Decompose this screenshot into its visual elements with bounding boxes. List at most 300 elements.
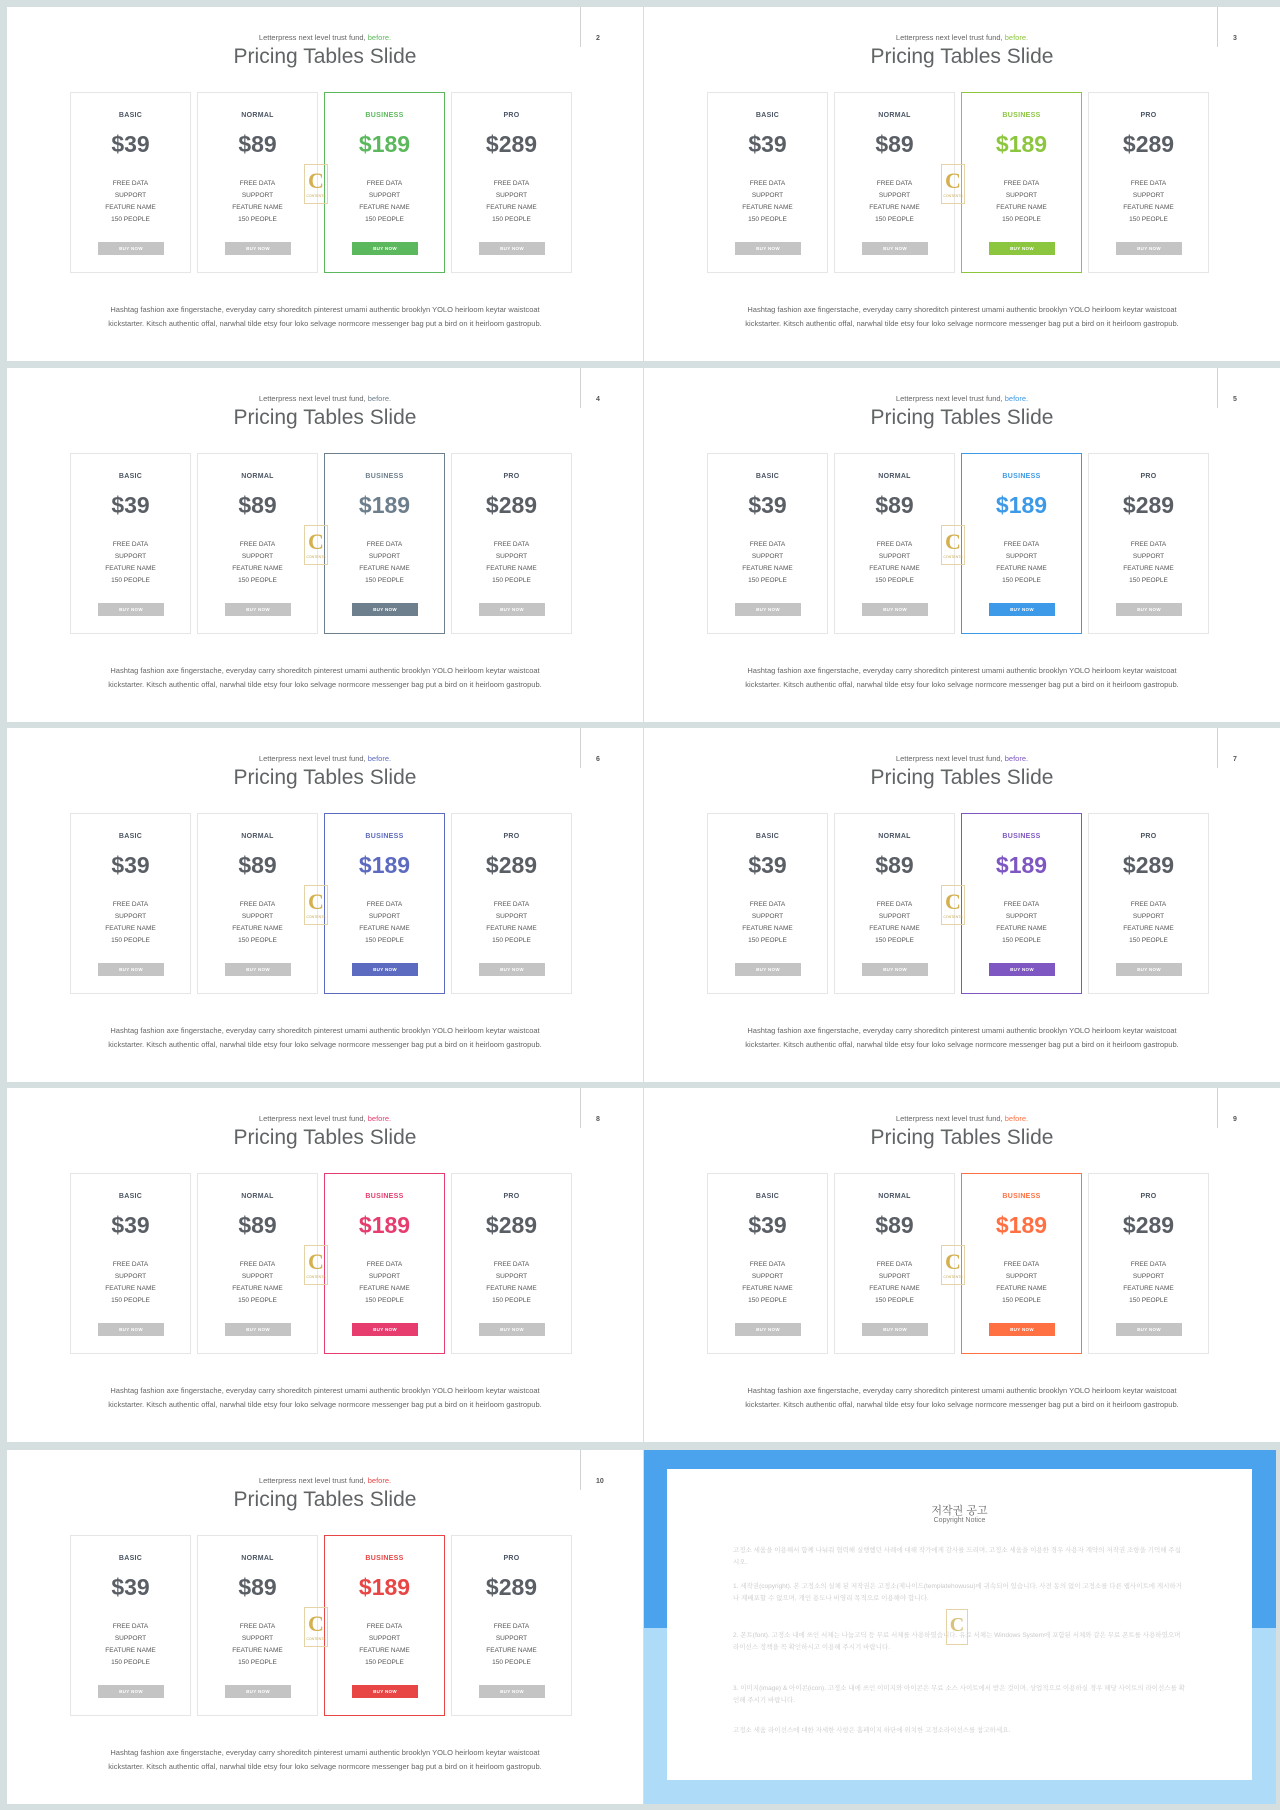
plan-feature: 150 PEOPLE <box>1129 937 1168 944</box>
plan-price: $289 <box>485 131 538 157</box>
plan-feature: FREE DATA <box>112 180 149 187</box>
pricing-card <box>834 1173 955 1354</box>
slide-subtitle <box>7 754 643 763</box>
pricing-card <box>834 92 955 273</box>
page-number: 10 <box>596 1478 604 1485</box>
page-number: 5 <box>1233 396 1237 403</box>
svg-text:C: C <box>308 1249 324 1274</box>
svg-text:C: C <box>308 529 324 554</box>
subtitle-link[interactable]: before. <box>1004 33 1029 42</box>
svg-text:CONTENTS: CONTENTS <box>943 194 963 198</box>
pricing-slide <box>644 1088 1280 1442</box>
page-number: 7 <box>1233 756 1237 763</box>
buy-now-button[interactable]: BUY NOW <box>352 963 418 976</box>
plan-price: $189 <box>358 492 411 518</box>
plan-feature: SUPPORT <box>368 192 401 199</box>
plan-price: $89 <box>875 131 914 157</box>
plan-feature: FREE DATA <box>749 1261 786 1268</box>
slide-title: Pricing Tables Slide <box>233 766 417 789</box>
buy-now-button[interactable]: BUY NOW <box>479 963 545 976</box>
plan-feature: 150 PEOPLE <box>492 216 531 223</box>
notice-paragraph: 2. 폰트(font). 고정소 내에 쓰인 서체는 나눔고딕 등 무료 서체를 사용하였습니다. 유료 서체는 Windows System에 포함된 서체와 같은 무료 폰트를 사용하였으며 라이선스 정책을 꼭 확인하시고 이용해 주시기 바랍니다. <box>733 1632 1181 1651</box>
plan-price: $89 <box>238 1212 277 1238</box>
plan-name: PRO <box>503 833 520 840</box>
buy-now-button[interactable]: BUY NOW <box>1116 242 1182 255</box>
plan-feature: FEATURE NAME <box>486 1285 537 1292</box>
logo-watermark-icon <box>946 1609 968 1645</box>
plan-feature: SUPPORT <box>1005 553 1038 560</box>
pricing-slide <box>644 368 1280 722</box>
plan-price: $189 <box>995 492 1048 518</box>
plan-price: $289 <box>1122 131 1175 157</box>
subtitle-link[interactable]: before. <box>367 1114 392 1123</box>
plan-name: NORMAL <box>878 473 911 480</box>
plan-feature: 150 PEOPLE <box>111 937 150 944</box>
plan-name: NORMAL <box>241 1555 274 1562</box>
logo-watermark-icon <box>304 1245 328 1285</box>
buy-now-button[interactable]: BUY NOW <box>862 603 928 616</box>
buy-now-button[interactable]: BUY NOW <box>479 1323 545 1336</box>
plan-feature: FEATURE NAME <box>742 204 793 211</box>
buy-now-button[interactable]: BUY NOW <box>98 1323 164 1336</box>
plan-feature: SUPPORT <box>241 1635 274 1642</box>
subtitle-text: Letterpress next level trust fund, <box>258 1476 366 1485</box>
plan-feature: 150 PEOPLE <box>111 577 150 584</box>
plan-feature: SUPPORT <box>114 913 147 920</box>
subtitle-link[interactable]: before. <box>1004 754 1029 763</box>
plan-feature: FREE DATA <box>1130 541 1167 548</box>
buy-now-button[interactable]: BUY NOW <box>862 242 928 255</box>
plan-feature: 150 PEOPLE <box>748 577 787 584</box>
page-number: 9 <box>1233 1116 1237 1123</box>
notice-paragraph: 고정소 세움을 이용해서 함께 나눠줘 협력해 실행했던 사례에 대해 작가에게 감사를 드리며, 고정소 세움을 이용한 경우 사용자 계약의 저작권 조항을 기억해 주십시오. <box>733 1547 1181 1566</box>
plan-feature: FREE DATA <box>749 180 786 187</box>
plan-feature: SUPPORT <box>495 1273 528 1280</box>
plan-feature: SUPPORT <box>114 1273 147 1280</box>
plan-feature: SUPPORT <box>241 913 274 920</box>
buy-now-button[interactable]: BUY NOW <box>735 242 801 255</box>
plan-feature: SUPPORT <box>878 1273 911 1280</box>
buy-now-button[interactable]: BUY NOW <box>225 242 291 255</box>
slide-subtitle <box>7 1114 643 1123</box>
plan-feature: 150 PEOPLE <box>1002 577 1041 584</box>
plan-name: BASIC <box>118 1193 143 1200</box>
buy-now-button[interactable]: BUY NOW <box>352 242 418 255</box>
plan-feature: 150 PEOPLE <box>492 1659 531 1666</box>
pricing-card <box>707 813 828 994</box>
buy-now-button[interactable]: BUY NOW <box>735 603 801 616</box>
plan-name: PRO <box>503 112 520 119</box>
plan-feature: FEATURE NAME <box>105 1285 156 1292</box>
pricing-card <box>1088 92 1209 273</box>
plan-feature: FEATURE NAME <box>359 1647 410 1654</box>
plan-feature: FREE DATA <box>239 1623 276 1630</box>
plan-feature: 150 PEOPLE <box>238 577 277 584</box>
plan-price: $89 <box>875 1212 914 1238</box>
pricing-card <box>197 1173 318 1354</box>
slide-subtitle <box>644 1114 1280 1123</box>
plan-feature: 150 PEOPLE <box>875 1297 914 1304</box>
plan-feature: FREE DATA <box>749 541 786 548</box>
plan-feature: FREE DATA <box>876 180 913 187</box>
slide-description: Hashtag fashion axe fingerstache, everyday carry shoreditch pinterest umami authentic brooklyn YOLO heirloom keytar waistcoat kickstarter. Kitsch authentic offal, narwhal tilde etsy four loko selvage normcore messenger bag put a bird on it heirloom gastropub. <box>745 305 1179 328</box>
plan-feature: FREE DATA <box>366 180 403 187</box>
pricing-card <box>324 453 445 634</box>
plan-name: NORMAL <box>878 112 911 119</box>
plan-feature: 150 PEOPLE <box>365 216 404 223</box>
pricing-slide <box>7 368 643 722</box>
buy-now-button[interactable]: BUY NOW <box>225 1685 291 1698</box>
plan-feature: FEATURE NAME <box>105 565 156 572</box>
subtitle-text: Letterpress next level trust fund, <box>895 1114 1003 1123</box>
subtitle-link[interactable]: before. <box>1004 1114 1029 1123</box>
buy-now-button[interactable]: BUY NOW <box>98 963 164 976</box>
svg-text:CONTENTS: CONTENTS <box>943 555 963 559</box>
subtitle-text: Letterpress next level trust fund, <box>258 754 366 763</box>
buy-now-button[interactable]: BUY NOW <box>735 963 801 976</box>
pricing-slide <box>7 1450 643 1804</box>
buy-now-button[interactable]: BUY NOW <box>862 963 928 976</box>
buy-now-button[interactable]: BUY NOW <box>479 603 545 616</box>
plan-feature: FREE DATA <box>1003 180 1040 187</box>
plan-name: BUSINESS <box>1002 833 1041 840</box>
buy-now-button[interactable]: BUY NOW <box>479 1685 545 1698</box>
pricing-card <box>1088 453 1209 634</box>
plan-feature: SUPPORT <box>1132 913 1165 920</box>
plan-feature: SUPPORT <box>368 1273 401 1280</box>
plan-price: $189 <box>995 1212 1048 1238</box>
plan-feature: 150 PEOPLE <box>111 1297 150 1304</box>
notice-paragraph: 고정소 세움 라이선스에 대한 자세한 사항은 홈페이지 하단에 위치한 고정소라이선스를 참고하세요. <box>733 1727 1011 1734</box>
plan-feature: SUPPORT <box>1132 553 1165 560</box>
plan-price: $289 <box>1122 1212 1175 1238</box>
logo-watermark-icon <box>304 885 328 925</box>
pricing-card <box>834 453 955 634</box>
plan-feature: FEATURE NAME <box>486 925 537 932</box>
plan-feature: SUPPORT <box>368 553 401 560</box>
plan-name: BUSINESS <box>365 473 404 480</box>
plan-name: BASIC <box>755 1193 780 1200</box>
svg-text:C: C <box>945 529 961 554</box>
plan-feature: SUPPORT <box>1132 1273 1165 1280</box>
buy-now-button[interactable]: BUY NOW <box>989 963 1055 976</box>
plan-feature: FEATURE NAME <box>996 925 1047 932</box>
plan-name: PRO <box>1140 112 1157 119</box>
buy-now-button[interactable]: BUY NOW <box>225 963 291 976</box>
plan-price: $189 <box>995 852 1048 878</box>
plan-name: NORMAL <box>241 473 274 480</box>
plan-name: BASIC <box>118 112 143 119</box>
subtitle-text: Letterpress next level trust fund, <box>895 754 1003 763</box>
plan-price: $189 <box>358 131 411 157</box>
plan-feature: FREE DATA <box>1003 1261 1040 1268</box>
plan-price: $189 <box>358 1212 411 1238</box>
pricing-card <box>197 453 318 634</box>
plan-feature: SUPPORT <box>751 1273 784 1280</box>
plan-feature: SUPPORT <box>241 553 274 560</box>
buy-now-button[interactable]: BUY NOW <box>862 1323 928 1336</box>
plan-feature: 150 PEOPLE <box>875 216 914 223</box>
svg-text:CONTENTS: CONTENTS <box>943 1275 963 1279</box>
page-number: 6 <box>596 756 600 763</box>
plan-name: BASIC <box>755 473 780 480</box>
plan-feature: 150 PEOPLE <box>1129 577 1168 584</box>
subtitle-text: Letterpress next level trust fund, <box>258 33 366 42</box>
plan-feature: 150 PEOPLE <box>238 1297 277 1304</box>
plan-feature: FEATURE NAME <box>996 1285 1047 1292</box>
plan-feature: FEATURE NAME <box>869 204 920 211</box>
pricing-card <box>70 813 191 994</box>
plan-price: $89 <box>875 852 914 878</box>
buy-now-button[interactable]: BUY NOW <box>1116 1323 1182 1336</box>
plan-price: $289 <box>1122 492 1175 518</box>
plan-feature: FREE DATA <box>239 901 276 908</box>
subtitle-link[interactable]: before. <box>367 33 392 42</box>
buy-now-button[interactable]: BUY NOW <box>735 1323 801 1336</box>
subtitle-link[interactable]: before. <box>1004 394 1029 403</box>
plan-name: BUSINESS <box>1002 1193 1041 1200</box>
subtitle-text: Letterpress next level trust fund, <box>258 1114 366 1123</box>
plan-price: $39 <box>748 492 787 518</box>
plan-feature: 150 PEOPLE <box>111 1659 150 1666</box>
plan-name: NORMAL <box>241 1193 274 1200</box>
plan-price: $289 <box>485 492 538 518</box>
plan-feature: SUPPORT <box>495 192 528 199</box>
slide-description: Hashtag fashion axe fingerstache, everyday carry shoreditch pinterest umami authentic brooklyn YOLO heirloom keytar waistcoat kickstarter. Kitsch authentic offal, narwhal tilde etsy four loko selvage normcore messenger bag put a bird on it heirloom gastropub. <box>745 1026 1179 1049</box>
plan-price: $39 <box>111 492 150 518</box>
slide-description: Hashtag fashion axe fingerstache, everyday carry shoreditch pinterest umami authentic brooklyn YOLO heirloom keytar waistcoat kickstarter. Kitsch authentic offal, narwhal tilde etsy four loko selvage normcore messenger bag put a bird on it heirloom gastropub. <box>745 1386 1179 1409</box>
plan-feature: FREE DATA <box>239 1261 276 1268</box>
plan-feature: 150 PEOPLE <box>875 937 914 944</box>
plan-feature: FREE DATA <box>493 1261 530 1268</box>
pricing-slide <box>644 728 1280 1082</box>
plan-name: PRO <box>503 1193 520 1200</box>
plan-feature: FREE DATA <box>493 180 530 187</box>
plan-feature: FREE DATA <box>112 1623 149 1630</box>
buy-now-button[interactable]: BUY NOW <box>98 1685 164 1698</box>
subtitle-link[interactable]: before. <box>367 1476 392 1485</box>
svg-text:C: C <box>945 1249 961 1274</box>
pricing-card <box>707 453 828 634</box>
plan-price: $89 <box>238 1574 277 1600</box>
plan-price: $89 <box>875 492 914 518</box>
plan-feature: SUPPORT <box>751 913 784 920</box>
svg-text:C: C <box>945 889 961 914</box>
pricing-card <box>961 1173 1082 1354</box>
plan-feature: FREE DATA <box>112 901 149 908</box>
buy-now-button[interactable]: BUY NOW <box>989 242 1055 255</box>
buy-now-button[interactable]: BUY NOW <box>352 1685 418 1698</box>
buy-now-button[interactable]: BUY NOW <box>352 1323 418 1336</box>
plan-feature: SUPPORT <box>1005 913 1038 920</box>
plan-name: PRO <box>1140 1193 1157 1200</box>
subtitle-text: Letterpress next level trust fund, <box>258 394 366 403</box>
plan-feature: 150 PEOPLE <box>365 1659 404 1666</box>
copyright-notice-slide <box>644 1450 1276 1804</box>
plan-feature: 150 PEOPLE <box>748 216 787 223</box>
plan-feature: 150 PEOPLE <box>748 937 787 944</box>
notice-subtitle: Copyright Notice <box>933 1517 986 1524</box>
plan-feature: FEATURE NAME <box>1123 565 1174 572</box>
plan-feature: 150 PEOPLE <box>111 216 150 223</box>
slide-description: Hashtag fashion axe fingerstache, everyday carry shoreditch pinterest umami authentic brooklyn YOLO heirloom keytar waistcoat kickstarter. Kitsch authentic offal, narwhal tilde etsy four loko selvage normcore messenger bag put a bird on it heirloom gastropub. <box>745 666 1179 689</box>
plan-price: $189 <box>995 131 1048 157</box>
plan-feature: 150 PEOPLE <box>748 1297 787 1304</box>
subtitle-link[interactable]: before. <box>367 394 392 403</box>
plan-price: $89 <box>238 131 277 157</box>
svg-text:CONTENTS: CONTENTS <box>306 915 326 919</box>
plan-feature: FEATURE NAME <box>1123 925 1174 932</box>
buy-now-button[interactable]: BUY NOW <box>352 603 418 616</box>
slide-subtitle <box>644 33 1280 42</box>
svg-text:C: C <box>949 1614 965 1636</box>
pricing-slide <box>7 1088 643 1442</box>
plan-price: $39 <box>111 1574 150 1600</box>
plan-feature: FREE DATA <box>876 1261 913 1268</box>
notice-panel <box>667 1469 1252 1780</box>
plan-feature: SUPPORT <box>241 1273 274 1280</box>
pricing-slide <box>7 728 643 1082</box>
plan-feature: FEATURE NAME <box>105 1647 156 1654</box>
plan-feature: 150 PEOPLE <box>365 577 404 584</box>
plan-feature: SUPPORT <box>495 913 528 920</box>
logo-watermark-icon <box>941 885 965 925</box>
pricing-card <box>707 1173 828 1354</box>
plan-feature: FREE DATA <box>366 1623 403 1630</box>
plan-price: $39 <box>748 131 787 157</box>
plan-feature: SUPPORT <box>368 1635 401 1642</box>
buy-now-button[interactable]: BUY NOW <box>225 603 291 616</box>
plan-feature: SUPPORT <box>751 192 784 199</box>
plan-name: BASIC <box>755 833 780 840</box>
plan-price: $39 <box>748 852 787 878</box>
pricing-card <box>70 92 191 273</box>
buy-now-button[interactable]: BUY NOW <box>98 242 164 255</box>
slide-subtitle <box>7 394 643 403</box>
plan-price: $289 <box>1122 852 1175 878</box>
buy-now-button[interactable]: BUY NOW <box>989 1323 1055 1336</box>
slide-title: Pricing Tables Slide <box>233 45 417 68</box>
svg-text:C: C <box>308 1611 324 1636</box>
page-number: 4 <box>596 396 600 403</box>
plan-price: $289 <box>485 1574 538 1600</box>
pricing-card <box>324 92 445 273</box>
plan-name: NORMAL <box>878 833 911 840</box>
pricing-card <box>961 92 1082 273</box>
plan-feature: FREE DATA <box>876 541 913 548</box>
plan-feature: SUPPORT <box>495 553 528 560</box>
plan-feature: FREE DATA <box>366 1261 403 1268</box>
slide-title: Pricing Tables Slide <box>870 766 1054 789</box>
pricing-card <box>834 813 955 994</box>
plan-feature: FREE DATA <box>366 541 403 548</box>
buy-now-button[interactable]: BUY NOW <box>225 1323 291 1336</box>
plan-price: $89 <box>238 492 277 518</box>
subtitle-link[interactable]: before. <box>367 754 392 763</box>
plan-price: $89 <box>238 852 277 878</box>
logo-watermark-icon <box>941 1245 965 1285</box>
plan-feature: FEATURE NAME <box>359 565 410 572</box>
plan-feature: FEATURE NAME <box>869 1285 920 1292</box>
plan-feature: SUPPORT <box>114 1635 147 1642</box>
plan-feature: FEATURE NAME <box>359 1285 410 1292</box>
plan-feature: FEATURE NAME <box>232 204 283 211</box>
plan-price: $39 <box>111 852 150 878</box>
plan-feature: 150 PEOPLE <box>1129 1297 1168 1304</box>
pricing-card <box>451 453 572 634</box>
page-number: 3 <box>1233 35 1237 42</box>
plan-feature: FREE DATA <box>112 541 149 548</box>
svg-text:C: C <box>308 168 324 193</box>
buy-now-button[interactable]: BUY NOW <box>989 603 1055 616</box>
plan-price: $289 <box>485 1212 538 1238</box>
slide-title: Pricing Tables Slide <box>233 1126 417 1149</box>
plan-feature: FEATURE NAME <box>742 1285 793 1292</box>
plan-price: $39 <box>748 1212 787 1238</box>
plan-name: BASIC <box>118 833 143 840</box>
pricing-card <box>451 92 572 273</box>
plan-feature: 150 PEOPLE <box>1002 1297 1041 1304</box>
plan-name: BASIC <box>755 112 780 119</box>
plan-feature: FREE DATA <box>239 180 276 187</box>
svg-text:CONTENTS: CONTENTS <box>306 194 326 198</box>
plan-feature: SUPPORT <box>1132 192 1165 199</box>
buy-now-button[interactable]: BUY NOW <box>479 242 545 255</box>
page-number: 2 <box>596 35 600 42</box>
buy-now-button[interactable]: BUY NOW <box>1116 963 1182 976</box>
plan-feature: FREE DATA <box>366 901 403 908</box>
plan-feature: FEATURE NAME <box>105 925 156 932</box>
plan-feature: 150 PEOPLE <box>492 937 531 944</box>
pricing-card <box>451 1173 572 1354</box>
notice-title: 저작권 공고 <box>931 1505 988 1517</box>
pricing-card <box>197 92 318 273</box>
plan-feature: FEATURE NAME <box>742 565 793 572</box>
plan-price: $289 <box>485 852 538 878</box>
slide-title: Pricing Tables Slide <box>870 1126 1054 1149</box>
slide-subtitle <box>644 394 1280 403</box>
plan-name: PRO <box>1140 833 1157 840</box>
plan-feature: FEATURE NAME <box>232 925 283 932</box>
plan-feature: FREE DATA <box>493 541 530 548</box>
slide-subtitle <box>7 33 643 42</box>
plan-feature: FREE DATA <box>1003 541 1040 548</box>
buy-now-button[interactable]: BUY NOW <box>1116 603 1182 616</box>
plan-feature: FREE DATA <box>1003 901 1040 908</box>
plan-feature: FEATURE NAME <box>869 925 920 932</box>
slide-description: Hashtag fashion axe fingerstache, everyday carry shoreditch pinterest umami authentic brooklyn YOLO heirloom keytar waistcoat kickstarter. Kitsch authentic offal, narwhal tilde etsy four loko selvage normcore messenger bag put a bird on it heirloom gastropub. <box>108 305 542 328</box>
plan-feature: FREE DATA <box>493 1623 530 1630</box>
svg-text:C: C <box>308 889 324 914</box>
subtitle-text: Letterpress next level trust fund, <box>895 33 1003 42</box>
plan-feature: 150 PEOPLE <box>492 577 531 584</box>
plan-feature: FREE DATA <box>112 1261 149 1268</box>
plan-feature: FEATURE NAME <box>359 925 410 932</box>
pricing-card <box>707 92 828 273</box>
buy-now-button[interactable]: BUY NOW <box>98 603 164 616</box>
plan-feature: 150 PEOPLE <box>875 577 914 584</box>
plan-feature: 150 PEOPLE <box>1002 216 1041 223</box>
plan-name: NORMAL <box>878 1193 911 1200</box>
slide-title: Pricing Tables Slide <box>870 406 1054 429</box>
pricing-card <box>197 813 318 994</box>
pricing-card <box>197 1535 318 1716</box>
plan-feature: SUPPORT <box>878 913 911 920</box>
plan-feature: 150 PEOPLE <box>1129 216 1168 223</box>
plan-feature: 150 PEOPLE <box>1002 937 1041 944</box>
plan-feature: FEATURE NAME <box>486 204 537 211</box>
plan-feature: FEATURE NAME <box>1123 204 1174 211</box>
